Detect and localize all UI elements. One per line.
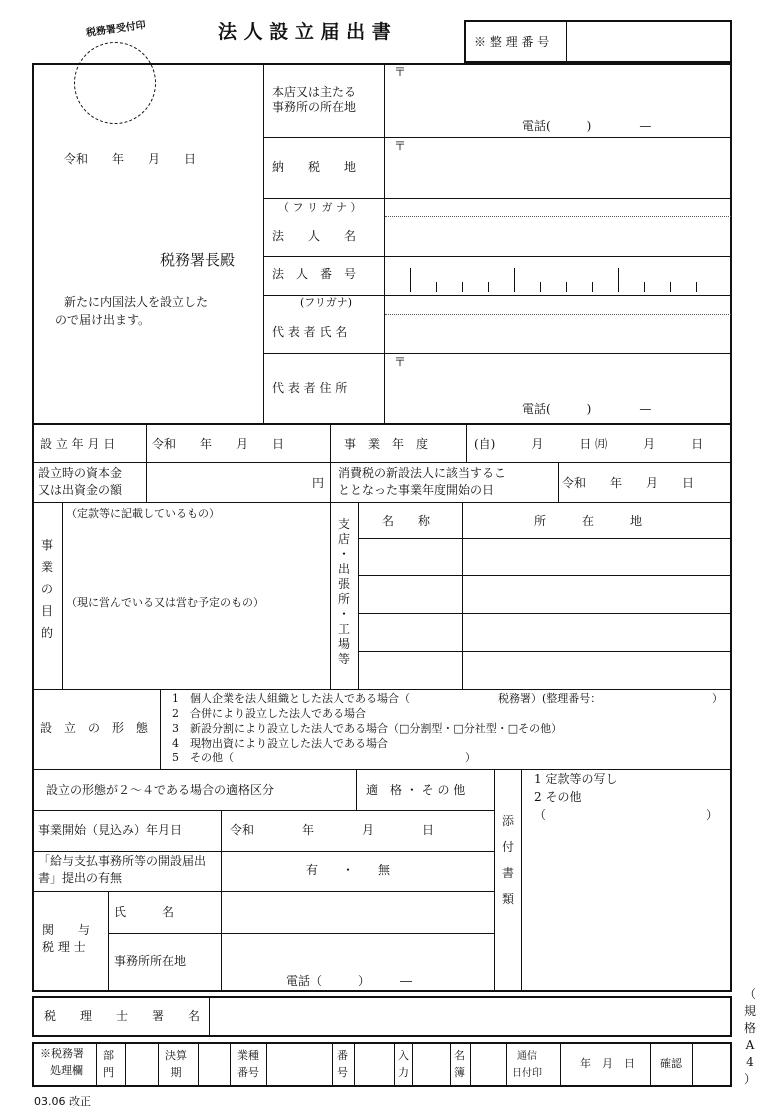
mokuteki-input[interactable] [64, 524, 328, 686]
kanyo-label-2: 税 理 士 [42, 940, 86, 954]
tax-office-name[interactable]: 税務署長殿 [160, 251, 236, 269]
footer-meibo: 名 簿 [454, 1049, 465, 1079]
seiri-label: ※ 整 理 番 号 [474, 35, 550, 49]
keitai-item-2[interactable]: 2 合併により設立した法人である場合 [172, 707, 366, 720]
mokuteki-note-1: （定款等に記載しているもの） [66, 507, 220, 520]
shori-label-2: 処理欄 [50, 1064, 83, 1077]
kanyo-name-label: 氏 名 [114, 905, 175, 919]
jigyo-kaishi-date[interactable]: 令和 年 月 日 [230, 823, 435, 837]
footer-kessanki: 決算 期 [165, 1049, 187, 1079]
shihon-label-2: 又は出資金の額 [38, 483, 123, 497]
seiri-input[interactable] [568, 22, 730, 61]
footer-bumon: 部 門 [103, 1049, 114, 1079]
honten-phone[interactable]: 電話( ) — [522, 119, 652, 133]
footer-kakunin: 確認 [660, 1057, 682, 1070]
footer-bango: 番 号 [337, 1049, 348, 1079]
furigana-label-1: （ フ リ ガ ナ ） [278, 201, 362, 214]
footer-tsushin: 通信 日付印 [512, 1051, 542, 1079]
notice-line-2: ので届け出ます。 [55, 313, 151, 327]
postal-mark-1: 〒 [394, 65, 407, 79]
mokuteki-label: 事 業 の 目 的 [40, 538, 53, 640]
nozei-label: 納 税 地 [272, 160, 357, 174]
setsuritsu-label: 設 立 年 月 日 [40, 437, 116, 451]
shomei-label: 税 理 士 署 名 [44, 1009, 201, 1023]
furigana-label-2: (フリガナ) [300, 296, 353, 309]
shiten-label: 支 店 ・ 出 張 所 ・ 工 場 等 [337, 517, 350, 666]
footer-gyoshu: 業種 番号 [237, 1049, 259, 1079]
shohizei-label-2: ととなった事業年度開始の日 [338, 483, 495, 497]
jigyo-nendo-label: 事 業 年 度 [344, 437, 429, 451]
keitai-close-paren: ） [712, 692, 723, 705]
honten-label-1: 本店又は主たる [272, 85, 357, 99]
daihyo-name-input[interactable] [386, 316, 730, 352]
tempu-item-3[interactable]: （ [534, 808, 547, 822]
keitai-item-3[interactable]: 3 新設分割により設立した法人である場合（□分割型・□分社型・□その他） [172, 722, 563, 735]
shihon-input[interactable] [148, 464, 308, 500]
tekikaku-label: 設立の形態が２～４である場合の適格区分 [46, 783, 275, 797]
daihyo-name-label: 代 表 者 氏 名 [272, 325, 348, 339]
kanyo-name-input[interactable] [223, 893, 492, 931]
hojin-mei-label: 法 人 名 [272, 229, 357, 243]
revision-label: 03.06 改正 [34, 1095, 91, 1108]
jigyo-kaishi-label: 事業開始（見込み）年月日 [38, 823, 183, 837]
shihon-label-1: 設立時の資本金 [38, 466, 123, 480]
postal-mark-3: 〒 [394, 355, 407, 369]
hojin-bango-input[interactable] [386, 258, 730, 294]
daihyo-addr-label: 代 表 者 住 所 [272, 381, 348, 395]
postal-mark-2: 〒 [394, 139, 407, 153]
shohizei-label-1: 消費税の新設法人に該当するこ [338, 466, 507, 480]
kyuyo-label-2: 書」提出の有無 [38, 871, 123, 885]
kanyo-label-1: 関 与 [42, 923, 91, 937]
filing-date[interactable]: 令和 年 月 日 [64, 152, 197, 166]
tempu-item-close: ） [706, 808, 719, 822]
tempu-item-2[interactable]: 2 その他 [534, 790, 582, 804]
setsuritsu-date[interactable]: 令和 年 月 日 [152, 437, 285, 451]
keitai-label: 設 立 の 形 態 [40, 721, 149, 735]
mokuteki-note-2: （現に営んでいる又は営む予定のもの） [66, 596, 264, 609]
footer-nyuryoku: 入 力 [398, 1049, 409, 1079]
jigyo-nendo-value[interactable]: (自) 月 日 ㈪ 月 日 [474, 437, 704, 451]
keitai-item-5[interactable]: 5 その他（ ） [172, 751, 476, 764]
tekikaku-value[interactable]: 適 格 ・ そ の 他 [366, 783, 466, 797]
shori-label-1: ※税務署 [40, 1047, 84, 1060]
kanyo-phone[interactable]: 電話（ ） ― [286, 974, 413, 988]
keitai-item-1[interactable]: 1 個人企業を法人組織とした法人である場合（ 税務署）(整理番号： [172, 692, 602, 705]
tempu-label: 添 付 書 類 [501, 814, 514, 906]
shiten-col-addr: 所 在 地 [534, 514, 643, 528]
kyuyo-label-1: 「給与支払事務所等の開設届出 [38, 854, 207, 868]
stamp-label: 税務署受付印 [85, 19, 147, 40]
shohizei-date[interactable]: 令和 年 月 日 [562, 476, 695, 490]
shihon-unit: 円 [312, 476, 325, 490]
tempu-item-1[interactable]: 1 定款等の写し [534, 772, 618, 786]
hojin-bango-label: 法 人 番 号 [272, 267, 357, 281]
notice-line-1: 新たに内国法人を設立した [64, 295, 209, 309]
shomei-input[interactable] [211, 998, 730, 1035]
honten-label-2: 事務所の所在地 [272, 100, 357, 114]
page-title: 法 人 設 立 届 出 書 [218, 21, 391, 43]
shiten-col-name: 名 称 [382, 514, 431, 528]
daihyo-phone[interactable]: 電話( ) — [522, 402, 652, 416]
kanyo-addr-label: 事務所所在地 [114, 954, 187, 968]
hojin-mei-input[interactable] [386, 218, 730, 255]
footer-date: 年 月 日 [580, 1057, 635, 1070]
kikaku-label: （ 規 格 A 4 ） [743, 987, 756, 1086]
keitai-item-4[interactable]: 4 現物出資により設立した法人である場合 [172, 737, 388, 750]
kyuyo-value[interactable]: 有 ・ 無 [306, 863, 391, 877]
